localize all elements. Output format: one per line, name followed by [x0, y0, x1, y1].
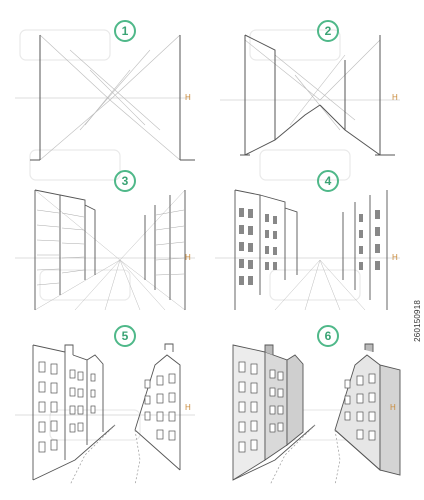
- step-4-drawing: [215, 180, 415, 320]
- step-3-badge: 3: [114, 170, 136, 192]
- step-4-horizon-letter: H: [392, 253, 398, 262]
- step-3-drawing: [15, 180, 215, 320]
- step-6-badge: 6: [317, 325, 339, 347]
- step-2-badge: 2: [317, 20, 339, 42]
- step-6-horizon-letter: H: [390, 403, 396, 412]
- step-5-horizon-letter: H: [185, 403, 191, 412]
- step-1-drawing: [10, 30, 210, 170]
- step-2-horizon-letter: H: [392, 93, 398, 102]
- step-6-drawing: [215, 340, 415, 490]
- step-1-badge: 1: [114, 20, 136, 42]
- image-id-text: 260150918: [413, 300, 422, 342]
- step-5-badge: 5: [114, 325, 136, 347]
- step-5-drawing: [15, 340, 215, 490]
- step-4-badge: 4: [317, 170, 339, 192]
- step-3-horizon-letter: H: [185, 253, 191, 262]
- step-1-horizon-letter: H: [185, 93, 191, 102]
- step-2-drawing: [215, 30, 415, 170]
